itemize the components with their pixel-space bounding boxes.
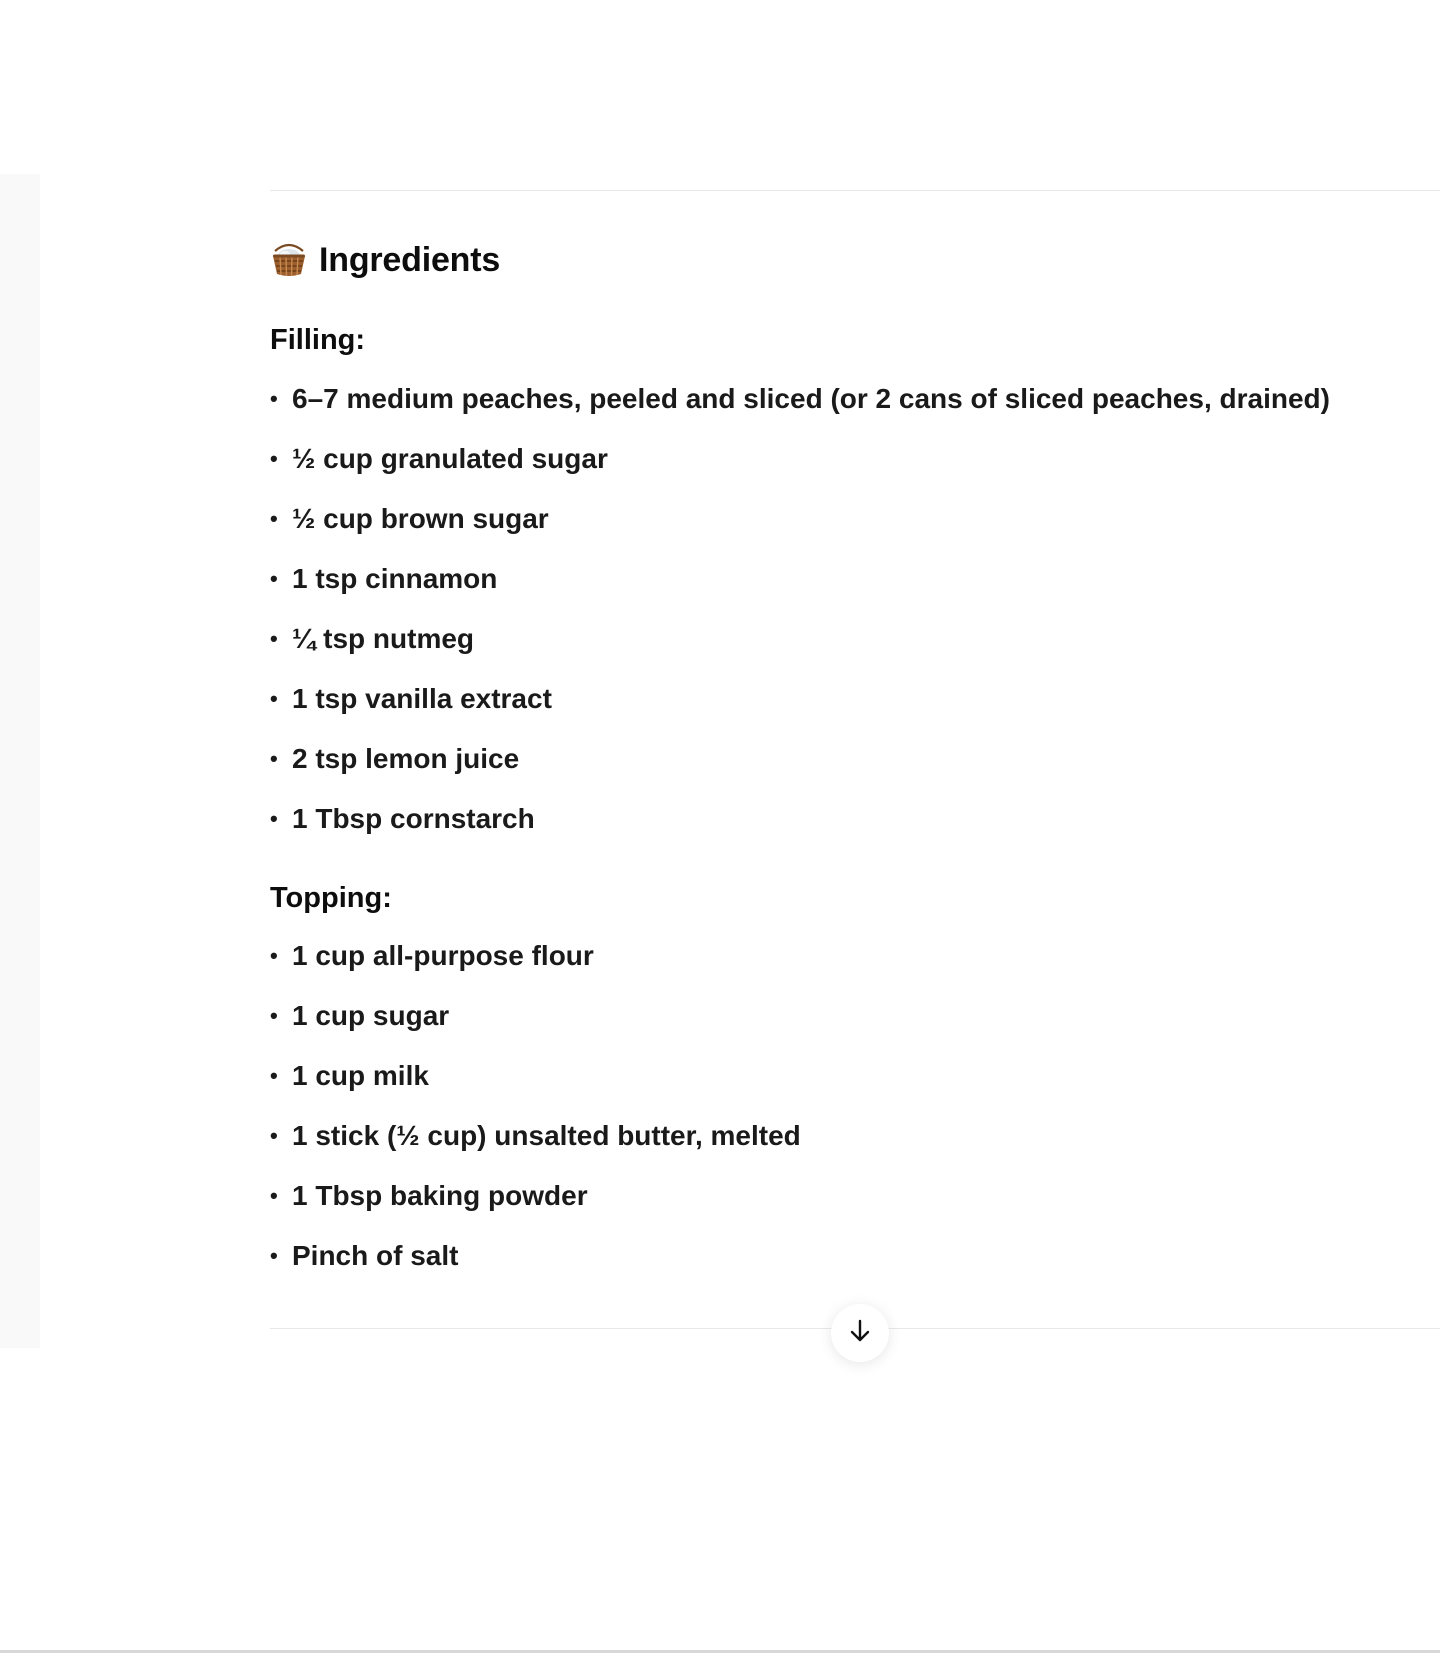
bullet: • (270, 506, 278, 531)
list-item: • 1 Tbsp cornstarch (270, 803, 535, 834)
list-item: • 1 cup sugar (270, 1000, 450, 1031)
bullet: • (270, 1063, 278, 1088)
list-item: • Pinch of salt (270, 1240, 459, 1271)
section-title: Ingredients (319, 240, 501, 279)
list-item: • 1 tsp cinnamon (270, 563, 498, 594)
bullet: • (270, 1183, 278, 1208)
list-item: • 6–7 medium peaches, peeled and sliced (or 2 cans of sliced peaches, drained) (270, 383, 1330, 414)
bullet: • (270, 626, 278, 651)
list-item: • 1 stick (½ cup) unsalted butter, melted (270, 1120, 801, 1151)
arrow-down-icon (847, 1318, 873, 1349)
empty-area (0, 1348, 1440, 1648)
topping-label: Topping: (270, 882, 392, 914)
bullet: • (270, 806, 278, 831)
list-item: • 1 tsp vanilla extract (270, 683, 552, 714)
basket-icon (270, 241, 308, 279)
bullet: • (270, 1123, 278, 1148)
bullet: • (270, 686, 278, 711)
bullet: • (270, 746, 278, 771)
list-item: • 2 tsp lemon juice (270, 743, 520, 774)
bullet: • (270, 386, 278, 411)
list-item: • ½ cup brown sugar (270, 503, 549, 534)
list-item: • 1 cup milk (270, 1060, 429, 1091)
topping-list (270, 926, 801, 1286)
list-item: • ½ cup granulated sugar (270, 443, 608, 474)
section-divider-top (270, 190, 1440, 191)
bullet: • (270, 566, 278, 591)
bullet: • (270, 446, 278, 471)
sidebar-strip (0, 174, 40, 1348)
list-item: • ¼ tsp nutmeg (270, 623, 475, 654)
filling-label: Filling: (270, 324, 366, 356)
bullet: • (270, 1243, 278, 1268)
bullet: • (270, 1003, 278, 1028)
bullet: • (270, 943, 278, 968)
filling-list (270, 369, 1330, 849)
list-item: • 1 Tbsp baking powder (270, 1180, 588, 1211)
section-heading (270, 238, 500, 282)
list-item: • 1 cup all-purpose flour (270, 940, 594, 971)
scroll-to-bottom-button[interactable] (831, 1304, 889, 1362)
